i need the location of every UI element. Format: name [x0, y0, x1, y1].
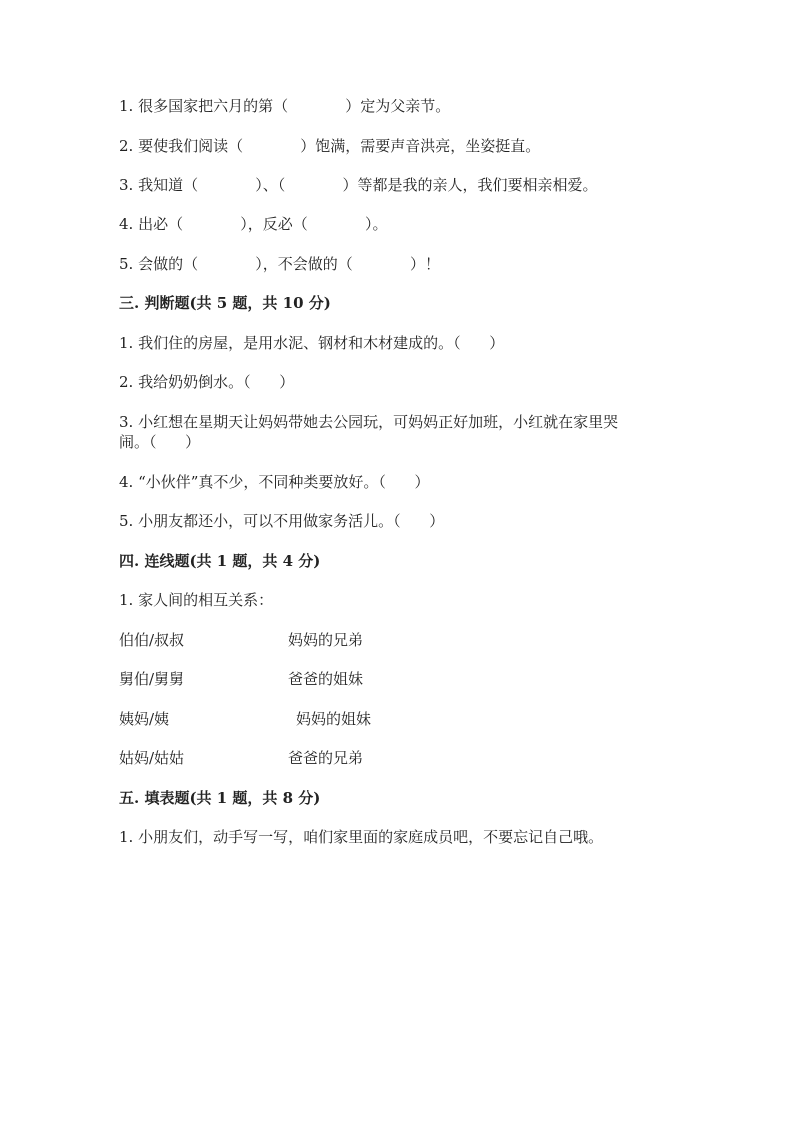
fill-blank-item-3: 3. 我知道（ ）、（ ）等都是我的亲人，我们要相亲相爱。 [119, 176, 598, 194]
fill-blank-item-5: 5. 会做的（ ），不会做的（ ）！ [119, 255, 441, 273]
match-right-2: 爸爸的姐妹 [288, 670, 364, 688]
match-right-1: 妈妈的兄弟 [288, 631, 364, 649]
judge-item-2: 2. 我给奶奶倒水。（ ） [119, 373, 295, 391]
match-question: 1. 家人间的相互关系： [119, 591, 274, 609]
match-left-3: 姨妈/姨 [119, 710, 170, 728]
judge-item-3: 3. 小红想在星期天让妈妈带她去公园玩，可妈妈正好加班，小红就在家里哭 [119, 413, 619, 431]
match-right-4: 爸爸的兄弟 [288, 749, 364, 767]
table-fill-section-title: 五. 填表题(共 1 题，共 8 分) [119, 789, 321, 807]
match-left-4: 姑妈/姑姑 [119, 749, 185, 767]
match-left-2: 舅伯/舅舅 [119, 670, 185, 688]
match-section-title: 四. 连线题(共 1 题，共 4 分) [119, 552, 321, 570]
fill-blank-item-1: 1. 很多国家把六月的第（ ）定为父亲节。 [119, 97, 451, 115]
table-fill-question: 1. 小朋友们，动手写一写，咱们家里面的家庭成员吧，不要忘记自己哦。 [119, 828, 604, 846]
fill-blank-item-4: 4. 出必（ ），反必（ ）。 [119, 215, 388, 233]
judge-section-title: 三. 判断题(共 5 题，共 10 分) [119, 294, 331, 312]
match-left-1: 伯伯/叔叔 [119, 631, 185, 649]
judge-item-3-continued: 闹。（ ） [119, 433, 201, 451]
fill-blank-item-2: 2. 要使我们阅读（ ）饱满，需要声音洪亮，坐姿挺直。 [119, 137, 541, 155]
judge-item-4: 4. “小伙伴”真不少，不同种类要放好。（ ） [119, 473, 430, 491]
match-right-3: 妈妈的姐妹 [296, 710, 372, 728]
judge-item-1: 1. 我们住的房屋，是用水泥、钢材和木材建成的。（ ） [119, 334, 505, 352]
judge-item-5: 5. 小朋友都还小，可以不用做家务活儿。（ ） [119, 512, 445, 530]
